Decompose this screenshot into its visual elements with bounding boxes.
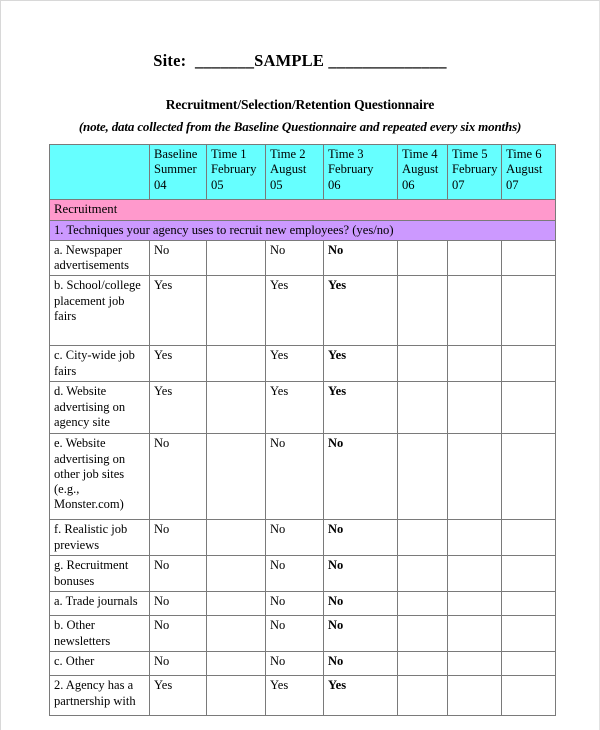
row-label: c. Other	[50, 652, 150, 676]
cell-time-3[interactable]: No	[324, 240, 398, 276]
cell-time-6[interactable]	[502, 616, 556, 652]
cell-time-2[interactable]: Yes	[266, 276, 324, 346]
cell-time-5[interactable]	[448, 652, 502, 676]
cell-time-2[interactable]: No	[266, 652, 324, 676]
row-label: b. School/college placement job fairs	[50, 276, 150, 346]
cell-time-6[interactable]	[502, 556, 556, 592]
cell-time-4[interactable]	[398, 382, 448, 434]
row-label: a. Newspaper advertisements	[50, 240, 150, 276]
cell-baseline[interactable]: Yes	[150, 382, 207, 434]
cell-baseline[interactable]: No	[150, 592, 207, 616]
header-cell-time-2: Time 2 August 05	[266, 145, 324, 200]
table-row	[50, 652, 556, 676]
cell-baseline[interactable]: Yes	[150, 346, 207, 382]
question-banner-row	[50, 220, 556, 240]
cell-baseline[interactable]: No	[150, 616, 207, 652]
cell-time-6[interactable]	[502, 434, 556, 520]
section-banner-row	[50, 200, 556, 221]
cell-time-6[interactable]	[502, 276, 556, 346]
cell-time-4[interactable]	[398, 520, 448, 556]
cell-baseline[interactable]: No	[150, 652, 207, 676]
cell-time-6[interactable]	[502, 240, 556, 276]
cell-time-3[interactable]: Yes	[324, 382, 398, 434]
cell-time-6[interactable]	[502, 652, 556, 676]
cell-time-6[interactable]	[502, 520, 556, 556]
cell-time-6[interactable]	[502, 592, 556, 616]
cell-time-5[interactable]	[448, 276, 502, 346]
cell-time-3[interactable]: Yes	[324, 346, 398, 382]
table-row	[50, 520, 556, 556]
table-row	[50, 382, 556, 434]
header-cell-time-3: Time 3 February 06	[324, 145, 398, 200]
cell-time-3[interactable]: No	[324, 592, 398, 616]
cell-time-2[interactable]: Yes	[266, 346, 324, 382]
cell-baseline[interactable]: No	[150, 556, 207, 592]
cell-time-1[interactable]	[207, 556, 266, 592]
cell-time-4[interactable]	[398, 676, 448, 716]
table-row	[50, 616, 556, 652]
header-cell-baseline: Baseline Summer 04	[150, 145, 207, 200]
cell-time-1[interactable]	[207, 616, 266, 652]
cell-time-2[interactable]: No	[266, 520, 324, 556]
document-note: (note, data collected from the Baseline Questionnaire and repeated every six months)	[78, 119, 522, 134]
cell-time-1[interactable]	[207, 676, 266, 716]
cell-time-4[interactable]	[398, 592, 448, 616]
table-row	[50, 556, 556, 592]
cell-time-4[interactable]	[398, 434, 448, 520]
cell-time-5[interactable]	[448, 616, 502, 652]
cell-time-3[interactable]: No	[324, 616, 398, 652]
cell-time-3[interactable]: No	[324, 652, 398, 676]
row-label: f. Realistic job previews	[50, 520, 150, 556]
cell-time-4[interactable]	[398, 556, 448, 592]
cell-time-1[interactable]	[207, 652, 266, 676]
cell-time-1[interactable]	[207, 276, 266, 346]
cell-time-6[interactable]	[502, 676, 556, 716]
header-cell-blank	[50, 145, 150, 200]
question-banner-1: 1. Techniques your agency uses to recruit new employees? (yes/no)	[50, 220, 556, 240]
cell-time-4[interactable]	[398, 652, 448, 676]
header-cell-time-5: Time 5 February 07	[448, 145, 502, 200]
cell-time-3[interactable]: Yes	[324, 676, 398, 716]
cell-time-5[interactable]	[448, 676, 502, 716]
cell-time-5[interactable]	[448, 382, 502, 434]
cell-time-1[interactable]	[207, 382, 266, 434]
row-label: g. Recruitment bonuses	[50, 556, 150, 592]
cell-time-1[interactable]	[207, 592, 266, 616]
questionnaire-table-wrapper	[49, 144, 555, 716]
cell-time-5[interactable]	[448, 346, 502, 382]
table-row	[50, 240, 556, 276]
site-line: Site: _______SAMPLE ______________	[153, 51, 447, 70]
cell-time-5[interactable]	[448, 556, 502, 592]
cell-time-3[interactable]: No	[324, 434, 398, 520]
cell-time-6[interactable]	[502, 346, 556, 382]
cell-baseline[interactable]: No	[150, 520, 207, 556]
cell-baseline[interactable]: No	[150, 434, 207, 520]
table-header-row	[50, 145, 556, 200]
row-label: e. Website advertising on other job sites (e.g., Monster.com)	[50, 434, 150, 520]
row-label: 2. Agency has a partnership with	[50, 676, 150, 716]
cell-baseline[interactable]: Yes	[150, 276, 207, 346]
cell-time-3[interactable]: Yes	[324, 276, 398, 346]
table-row	[50, 592, 556, 616]
cell-time-1[interactable]	[207, 346, 266, 382]
header-cell-time-6: Time 6 August 07	[502, 145, 556, 200]
table-row	[50, 346, 556, 382]
header-cell-time-1: Time 1 February 05	[207, 145, 266, 200]
cell-time-4[interactable]	[398, 240, 448, 276]
section-banner-recruitment: Recruitment	[50, 200, 556, 221]
cell-time-2[interactable]: No	[266, 240, 324, 276]
table-body	[50, 200, 556, 716]
row-label: d. Website advertising on agency site	[50, 382, 150, 434]
cell-time-5[interactable]	[448, 520, 502, 556]
cell-time-5[interactable]	[448, 240, 502, 276]
cell-time-1[interactable]	[207, 520, 266, 556]
cell-baseline[interactable]: Yes	[150, 676, 207, 716]
header-cell-time-4: Time 4 August 06	[398, 145, 448, 200]
cell-time-2[interactable]: No	[266, 592, 324, 616]
table-row	[50, 434, 556, 520]
cell-time-2[interactable]: No	[266, 556, 324, 592]
cell-time-5[interactable]	[448, 434, 502, 520]
questionnaire-table	[49, 144, 556, 716]
cell-time-3[interactable]: No	[324, 520, 398, 556]
cell-time-3[interactable]: No	[324, 556, 398, 592]
cell-time-2[interactable]: No	[266, 616, 324, 652]
cell-time-2[interactable]: Yes	[266, 382, 324, 434]
row-label: a. Trade journals	[50, 592, 150, 616]
cell-time-1[interactable]	[207, 240, 266, 276]
table-header	[50, 145, 556, 200]
cell-time-2[interactable]: Yes	[266, 676, 324, 716]
row-label: c. City-wide job fairs	[50, 346, 150, 382]
cell-baseline[interactable]: No	[150, 240, 207, 276]
row-label: b. Other newsletters	[50, 616, 150, 652]
cell-time-4[interactable]	[398, 616, 448, 652]
cell-time-4[interactable]	[398, 346, 448, 382]
table-row	[50, 276, 556, 346]
cell-time-1[interactable]	[207, 434, 266, 520]
cell-time-6[interactable]	[502, 382, 556, 434]
cell-time-4[interactable]	[398, 276, 448, 346]
document-title: Recruitment/Selection/Retention Questionnaire	[165, 97, 435, 112]
cell-time-2[interactable]: No	[266, 434, 324, 520]
cell-time-5[interactable]	[448, 592, 502, 616]
table-row	[50, 676, 556, 716]
